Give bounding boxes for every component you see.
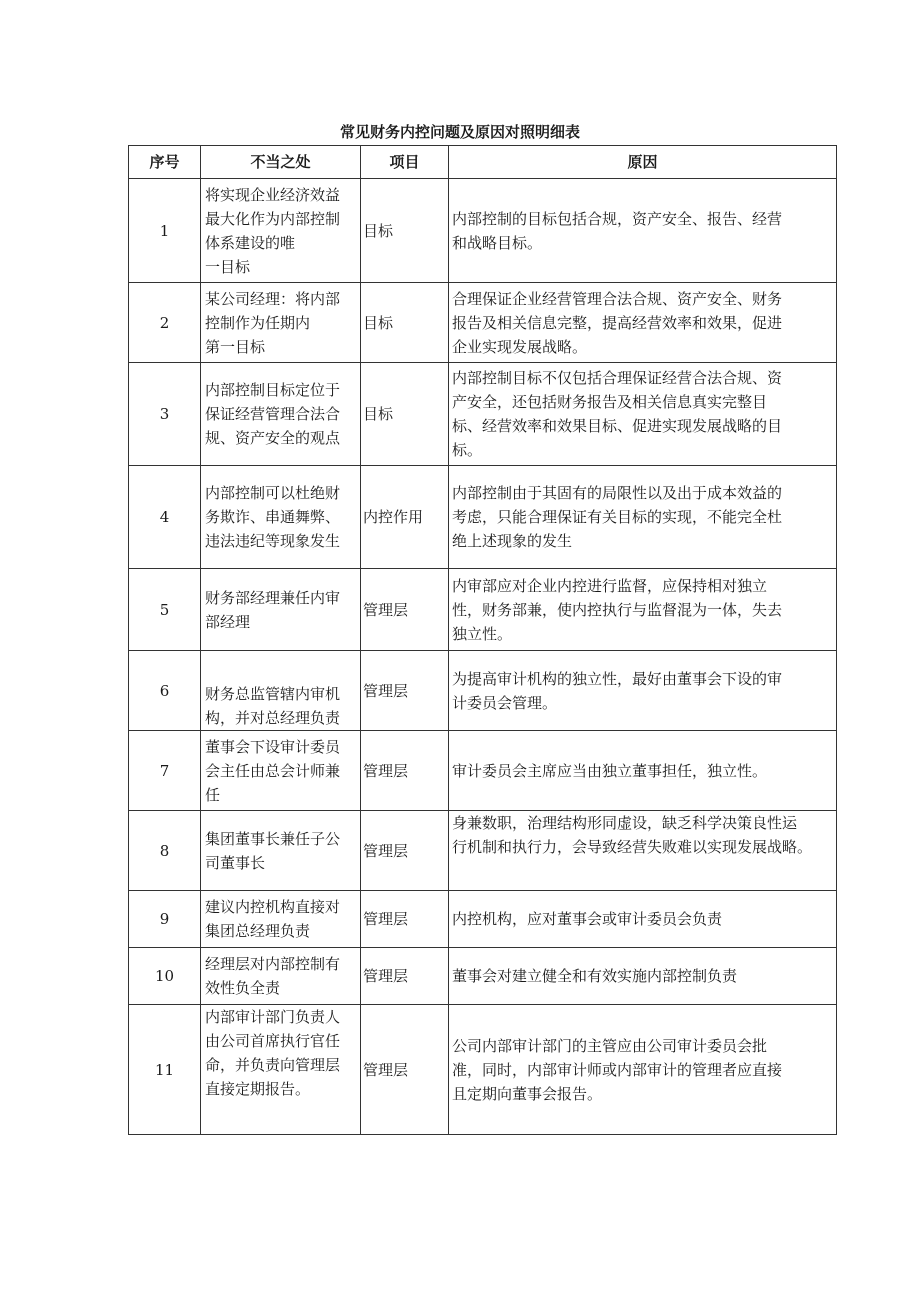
issue-cell bbox=[201, 731, 361, 811]
table-body bbox=[129, 179, 837, 1135]
issue-cell bbox=[201, 1005, 361, 1135]
issue-line: 直接定期报告。 bbox=[205, 1080, 311, 1098]
issue-line: 最大化作为内部控制 bbox=[205, 209, 341, 228]
header-item: 项目 bbox=[361, 146, 449, 179]
row-number: 1 bbox=[129, 179, 201, 283]
issue-line: 会主任由总会计师兼 bbox=[205, 761, 341, 780]
issue-line: 控制作为任期内 bbox=[205, 313, 311, 332]
issue-cell bbox=[201, 569, 361, 651]
row-number: 6 bbox=[129, 651, 201, 731]
issue-line: 将实现企业经济效益 bbox=[205, 185, 341, 204]
reason-cell bbox=[449, 179, 837, 283]
item-cell: 目标 bbox=[361, 179, 449, 283]
row-number: 9 bbox=[129, 891, 201, 948]
reason-cell bbox=[449, 731, 837, 811]
reason-line: 审计委员会主席应当由独立董事担任，独立性。 bbox=[452, 761, 768, 780]
item-cell: 管理层 bbox=[361, 811, 449, 891]
reason-line: 报告及相关信息完整，提高经营效率和效果，促进 bbox=[452, 313, 783, 332]
issue-line: 部经理 bbox=[205, 612, 251, 631]
reason-line: 身兼数职，治理结构形同虚设，缺乏科学决策良性运 bbox=[452, 814, 798, 832]
issue-cell bbox=[201, 891, 361, 948]
reason-line: 产安全，还包括财务报告及相关信息真实完整目 bbox=[452, 393, 768, 411]
issue-line: 构，并对总经理负责 bbox=[205, 709, 341, 727]
table-row bbox=[129, 569, 837, 651]
row-number: 7 bbox=[129, 731, 201, 811]
table-row bbox=[129, 651, 837, 731]
reason-line: 内控机构，应对董事会或审计委员会负责 bbox=[452, 910, 723, 928]
issue-line: 由公司首席执行官任 bbox=[205, 1032, 341, 1050]
row-number: 10 bbox=[129, 948, 201, 1005]
header-num: 序号 bbox=[129, 146, 201, 179]
reason-cell bbox=[449, 283, 837, 363]
issue-line: 董事会下设审计委员 bbox=[205, 737, 341, 756]
table-row bbox=[129, 1005, 837, 1135]
table-row bbox=[129, 891, 837, 948]
reason-line: 且定期向董事会报告。 bbox=[452, 1084, 603, 1103]
reason-line: 内部控制的目标包括合规，资产安全、报告、经营 bbox=[452, 209, 783, 228]
reason-line: 和战略目标。 bbox=[452, 233, 543, 252]
row-number: 11 bbox=[129, 1005, 201, 1135]
item-cell: 管理层 bbox=[361, 651, 449, 731]
issue-cell bbox=[201, 651, 361, 731]
reason-line: 董事会对建立健全和有效实施内部控制负责 bbox=[452, 967, 738, 985]
row-number: 2 bbox=[129, 283, 201, 363]
reason-cell bbox=[449, 569, 837, 651]
item-cell: 内控作用 bbox=[361, 466, 449, 569]
issue-line: 规、资产安全的观点 bbox=[205, 429, 341, 447]
reason-line: 考虑，只能合理保证有关目标的实现，不能完全杜 bbox=[452, 508, 783, 526]
reason-line: 内部控制目标不仅包括合理保证经营合法合规、资 bbox=[452, 369, 783, 387]
row-number: 3 bbox=[129, 363, 201, 466]
reason-cell bbox=[449, 948, 837, 1005]
reason-cell bbox=[449, 651, 837, 731]
issue-line: 集团总经理负责 bbox=[205, 922, 311, 940]
row-number: 5 bbox=[129, 569, 201, 651]
issue-line: 任 bbox=[205, 785, 221, 804]
issue-line: 内部控制目标定位于 bbox=[205, 381, 341, 399]
issue-line: 内部审计部门负责人 bbox=[205, 1008, 341, 1026]
reason-line: 标、经营效率和效果目标、促进实现发展战略的目 bbox=[452, 417, 783, 435]
row-number: 8 bbox=[129, 811, 201, 891]
reason-line: 计委员会管理。 bbox=[452, 693, 558, 712]
reason-cell bbox=[449, 466, 837, 569]
header-issue: 不当之处 bbox=[201, 146, 361, 179]
item-cell: 管理层 bbox=[361, 891, 449, 948]
item-cell: 管理层 bbox=[361, 569, 449, 651]
issue-line: 集团董事长兼任子公 bbox=[205, 829, 341, 848]
issue-cell bbox=[201, 179, 361, 283]
reason-line: 性，财务部兼，使内控执行与监督混为一体，失去 bbox=[452, 600, 783, 619]
issue-line: 第一目标 bbox=[205, 337, 266, 356]
issue-line: 财务部经理兼任内审 bbox=[205, 588, 341, 607]
issue-line: 某公司经理：将内部 bbox=[205, 289, 341, 308]
issue-line: 一目标 bbox=[205, 257, 251, 276]
reason-cell bbox=[449, 811, 837, 891]
reason-line: 独立性。 bbox=[452, 624, 513, 643]
issue-line: 命，并负责向管理层 bbox=[205, 1056, 341, 1074]
reason-line: 为提高审计机构的独立性，最好由董事会下设的审 bbox=[452, 669, 783, 688]
issue-line: 经理层对内部控制有 bbox=[205, 955, 341, 973]
issue-line: 司董事长 bbox=[205, 853, 266, 872]
reason-line: 标。 bbox=[452, 441, 483, 459]
issue-cell bbox=[201, 283, 361, 363]
reason-line: 内部控制由于其固有的局限性以及出于成本效益的 bbox=[452, 484, 783, 502]
issue-line: 建议内控机构直接对 bbox=[205, 898, 341, 916]
reason-cell bbox=[449, 891, 837, 948]
issue-cell bbox=[201, 363, 361, 466]
table-row bbox=[129, 731, 837, 811]
issue-line: 务欺诈、串通舞弊、 bbox=[205, 508, 341, 526]
reason-line: 合理保证企业经营管理合法合规、资产安全、财务 bbox=[452, 289, 783, 308]
issue-line: 内部控制可以杜绝财 bbox=[205, 484, 341, 502]
item-cell: 目标 bbox=[361, 283, 449, 363]
table-header-row bbox=[129, 146, 837, 179]
table-row bbox=[129, 179, 837, 283]
reason-line: 准，同时，内部审计师或内部审计的管理者应直接 bbox=[452, 1060, 783, 1079]
issue-cell bbox=[201, 948, 361, 1005]
table-row bbox=[129, 948, 837, 1005]
item-cell: 管理层 bbox=[361, 731, 449, 811]
issue-cell bbox=[201, 466, 361, 569]
reason-line: 企业实现发展战略。 bbox=[452, 337, 588, 356]
reason-line: 内审部应对企业内控进行监督，应保持相对独立 bbox=[452, 576, 768, 595]
table-row bbox=[129, 283, 837, 363]
table-row bbox=[129, 363, 837, 466]
issue-cell bbox=[201, 811, 361, 891]
item-cell: 目标 bbox=[361, 363, 449, 466]
item-cell: 管理层 bbox=[361, 948, 449, 1005]
reason-line: 公司内部审计部门的主管应由公司审计委员会批 bbox=[452, 1036, 768, 1055]
reason-line: 行机制和执行力，会导致经营失败难以实现发展战略。 bbox=[452, 838, 813, 856]
issue-line: 财务总监管辖内审机 bbox=[205, 685, 341, 703]
table-row bbox=[129, 811, 837, 891]
table-row bbox=[129, 466, 837, 569]
item-cell: 管理层 bbox=[361, 1005, 449, 1135]
issue-line: 体系建设的唯 bbox=[205, 233, 296, 252]
reason-line: 绝上述现象的发生 bbox=[452, 532, 573, 550]
row-number: 4 bbox=[129, 466, 201, 569]
reason-cell bbox=[449, 363, 837, 466]
issue-line: 效性负全责 bbox=[205, 979, 281, 997]
header-reason: 原因 bbox=[449, 146, 837, 179]
issue-line: 保证经营管理合法合 bbox=[205, 405, 341, 423]
comparison-table bbox=[128, 145, 837, 1135]
issue-line: 违法违纪等现象发生 bbox=[205, 532, 341, 550]
document-title: 常见财务内控问题及原因对照明细表 bbox=[339, 123, 580, 141]
reason-cell bbox=[449, 1005, 837, 1135]
